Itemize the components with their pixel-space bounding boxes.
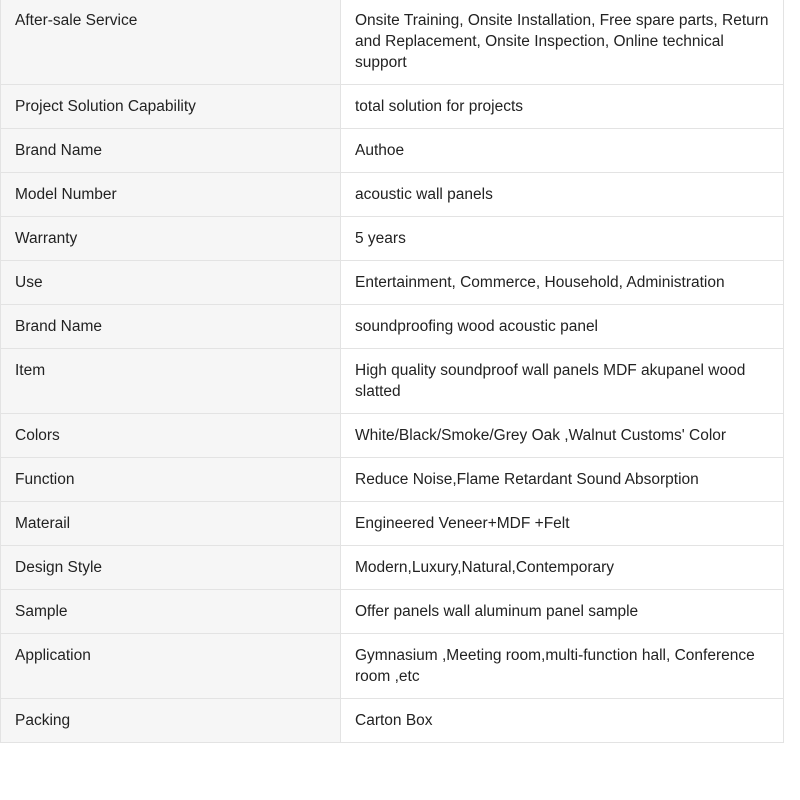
spec-value: total solution for projects bbox=[341, 85, 784, 129]
table-row bbox=[1, 85, 784, 129]
table-row bbox=[1, 634, 784, 699]
table-row bbox=[1, 129, 784, 173]
spec-label: Application bbox=[1, 634, 341, 699]
spec-value: High quality soundproof wall panels MDF akupanel wood slatted bbox=[341, 349, 784, 414]
spec-value: White/Black/Smoke/Grey Oak ,Walnut Customs' Color bbox=[341, 414, 784, 458]
spec-label: Colors bbox=[1, 414, 341, 458]
spec-value: Engineered Veneer+MDF +Felt bbox=[341, 502, 784, 546]
spec-label: Materail bbox=[1, 502, 341, 546]
table-row bbox=[1, 699, 784, 743]
spec-label: Packing bbox=[1, 699, 341, 743]
table-row bbox=[1, 305, 784, 349]
spec-value: 5 years bbox=[341, 217, 784, 261]
spec-value: Gymnasium ,Meeting room,multi-function hall, Conference room ,etc bbox=[341, 634, 784, 699]
spec-value: Reduce Noise,Flame Retardant Sound Absorption bbox=[341, 458, 784, 502]
table-row bbox=[1, 261, 784, 305]
table-row bbox=[1, 414, 784, 458]
spec-value: Onsite Training, Onsite Installation, Free spare parts, Return and Replacement, Onsite Inspection, Online technical support bbox=[341, 0, 784, 85]
spec-label: Design Style bbox=[1, 546, 341, 590]
spec-label: Use bbox=[1, 261, 341, 305]
spec-value: Offer panels wall aluminum panel sample bbox=[341, 590, 784, 634]
spec-value: soundproofing wood acoustic panel bbox=[341, 305, 784, 349]
table-row bbox=[1, 502, 784, 546]
spec-label: Brand Name bbox=[1, 129, 341, 173]
spec-label: Model Number bbox=[1, 173, 341, 217]
spec-value: Modern,Luxury,Natural,Contemporary bbox=[341, 546, 784, 590]
table-row bbox=[1, 546, 784, 590]
spec-value: Authoe bbox=[341, 129, 784, 173]
spec-label: Function bbox=[1, 458, 341, 502]
spec-label: Project Solution Capability bbox=[1, 85, 341, 129]
spec-label: Warranty bbox=[1, 217, 341, 261]
spec-value: Entertainment, Commerce, Household, Administration bbox=[341, 261, 784, 305]
spec-label: Sample bbox=[1, 590, 341, 634]
spec-label: Item bbox=[1, 349, 341, 414]
spec-label: After-sale Service bbox=[1, 0, 341, 85]
table-row bbox=[1, 0, 784, 85]
spec-value: Carton Box bbox=[341, 699, 784, 743]
table-row bbox=[1, 458, 784, 502]
table-row bbox=[1, 590, 784, 634]
table-row bbox=[1, 217, 784, 261]
spec-value: acoustic wall panels bbox=[341, 173, 784, 217]
spec-label: Brand Name bbox=[1, 305, 341, 349]
table-row bbox=[1, 173, 784, 217]
table-row bbox=[1, 349, 784, 414]
